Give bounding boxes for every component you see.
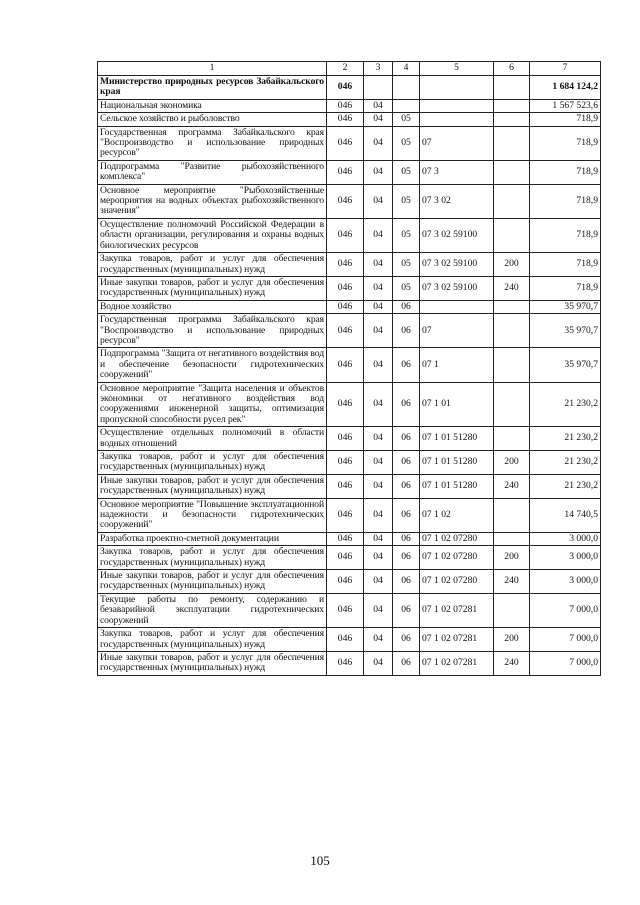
header-cell: 4 bbox=[393, 62, 420, 76]
row-section-code-cell: 04 bbox=[364, 218, 393, 252]
table-row bbox=[98, 348, 601, 382]
row-expense-type-cell: 200 bbox=[494, 253, 530, 277]
row-ministry-code-cell: 046 bbox=[327, 253, 364, 277]
row-expense-type-cell bbox=[494, 593, 530, 627]
row-ministry-code-cell: 046 bbox=[327, 184, 364, 218]
row-amount-cell: 718,9 bbox=[530, 184, 601, 218]
row-section-code-cell: 04 bbox=[364, 276, 393, 300]
row-ministry-code-cell: 046 bbox=[327, 546, 364, 570]
row-section-code-cell: 04 bbox=[364, 314, 393, 348]
row-amount-cell: 14 740,5 bbox=[530, 498, 601, 532]
row-target-article-cell bbox=[420, 300, 494, 313]
row-target-article-cell: 07 1 02 07281 bbox=[420, 593, 494, 627]
row-expense-type-cell bbox=[494, 300, 530, 313]
row-expense-type-cell: 240 bbox=[494, 276, 530, 300]
row-target-article-cell bbox=[420, 76, 494, 100]
row-ministry-code-cell: 046 bbox=[327, 113, 364, 126]
row-expense-type-cell bbox=[494, 126, 530, 160]
row-expense-type-cell: 240 bbox=[494, 474, 530, 498]
row-subsection-code-cell: 06 bbox=[393, 348, 420, 382]
row-ministry-code-cell: 046 bbox=[327, 570, 364, 594]
row-amount-cell: 7 000,0 bbox=[530, 651, 601, 675]
row-expense-type-cell bbox=[494, 498, 530, 532]
row-ministry-code-cell: 046 bbox=[327, 498, 364, 532]
row-expense-type-cell bbox=[494, 218, 530, 252]
row-name-cell: Закупка товаров, работ и услуг для обеспечения государственных (муниципальных) нужд bbox=[98, 451, 327, 475]
row-target-article-cell: 07 1 bbox=[420, 348, 494, 382]
row-target-article-cell: 07 1 02 07280 bbox=[420, 532, 494, 545]
row-name-cell: Закупка товаров, работ и услуг для обеспечения государственных (муниципальных) нужд bbox=[98, 253, 327, 277]
row-amount-cell: 718,9 bbox=[530, 253, 601, 277]
row-target-article-cell bbox=[420, 113, 494, 126]
row-expense-type-cell bbox=[494, 113, 530, 126]
row-expense-type-cell bbox=[494, 382, 530, 427]
row-target-article-cell: 07 1 02 07281 bbox=[420, 651, 494, 675]
row-target-article-cell: 07 1 02 07281 bbox=[420, 628, 494, 652]
row-name-cell: Подпрограмма "Развитие рыбохозяйственного комплекса" bbox=[98, 160, 327, 184]
row-subsection-code-cell: 06 bbox=[393, 474, 420, 498]
row-section-code-cell: 04 bbox=[364, 160, 393, 184]
row-subsection-code-cell: 05 bbox=[393, 276, 420, 300]
row-section-code-cell: 04 bbox=[364, 546, 393, 570]
row-name-cell: Иные закупки товаров, работ и услуг для обеспечения государственных (муниципальных) нужд bbox=[98, 276, 327, 300]
row-amount-cell: 3 000,0 bbox=[530, 570, 601, 594]
table-row bbox=[98, 300, 601, 313]
row-section-code-cell: 04 bbox=[364, 474, 393, 498]
row-section-code-cell: 04 bbox=[364, 348, 393, 382]
row-amount-cell: 718,9 bbox=[530, 276, 601, 300]
row-ministry-code-cell: 046 bbox=[327, 382, 364, 427]
row-name-cell: Иные закупки товаров, работ и услуг для обеспечения государственных (муниципальных) нужд bbox=[98, 651, 327, 675]
table-body bbox=[98, 76, 601, 676]
row-name-cell: Водное хозяйство bbox=[98, 300, 327, 313]
row-expense-type-cell bbox=[494, 76, 530, 100]
row-name-cell: Осуществление полномочий Российской Федерации в области организации, регулирования и охраны водных биологических ресурсов bbox=[98, 218, 327, 252]
row-expense-type-cell: 200 bbox=[494, 628, 530, 652]
row-expense-type-cell bbox=[494, 427, 530, 451]
table-row bbox=[98, 314, 601, 348]
row-target-article-cell: 07 3 02 bbox=[420, 184, 494, 218]
row-subsection-code-cell: 05 bbox=[393, 113, 420, 126]
row-amount-cell: 21 230,2 bbox=[530, 451, 601, 475]
header-cell: 5 bbox=[420, 62, 494, 76]
table-header-row bbox=[98, 62, 601, 76]
row-amount-cell: 35 970,7 bbox=[530, 348, 601, 382]
row-subsection-code-cell: 05 bbox=[393, 184, 420, 218]
row-target-article-cell: 07 1 02 07280 bbox=[420, 570, 494, 594]
row-name-cell: Закупка товаров, работ и услуг для обеспечения государственных (муниципальных) нужд bbox=[98, 628, 327, 652]
table-row bbox=[98, 113, 601, 126]
table-row bbox=[98, 184, 601, 218]
row-target-article-cell: 07 1 02 bbox=[420, 498, 494, 532]
row-section-code-cell: 04 bbox=[364, 628, 393, 652]
row-name-cell: Иные закупки товаров, работ и услуг для обеспечения государственных (муниципальных) нужд bbox=[98, 570, 327, 594]
table-row bbox=[98, 276, 601, 300]
row-ministry-code-cell: 046 bbox=[327, 628, 364, 652]
row-section-code-cell: 04 bbox=[364, 498, 393, 532]
row-target-article-cell: 07 1 01 bbox=[420, 382, 494, 427]
row-amount-cell: 7 000,0 bbox=[530, 628, 601, 652]
row-target-article-cell: 07 bbox=[420, 126, 494, 160]
header-cell: 6 bbox=[494, 62, 530, 76]
row-name-cell: Национальная экономика bbox=[98, 99, 327, 112]
row-target-article-cell: 07 1 01 51280 bbox=[420, 474, 494, 498]
row-subsection-code-cell: 06 bbox=[393, 628, 420, 652]
row-ministry-code-cell: 046 bbox=[327, 99, 364, 112]
row-ministry-code-cell: 046 bbox=[327, 76, 364, 100]
row-section-code-cell: 04 bbox=[364, 253, 393, 277]
row-section-code-cell: 04 bbox=[364, 184, 393, 218]
row-subsection-code-cell bbox=[393, 76, 420, 100]
table-row bbox=[98, 99, 601, 112]
table-row bbox=[98, 427, 601, 451]
row-expense-type-cell bbox=[494, 532, 530, 545]
row-section-code-cell: 04 bbox=[364, 300, 393, 313]
row-expense-type-cell: 240 bbox=[494, 651, 530, 675]
budget-table bbox=[97, 61, 601, 676]
table-row bbox=[98, 451, 601, 475]
row-name-cell: Текущие работы по ремонту, содержанию и безаварийной эксплуатации гидротехнических сооружений bbox=[98, 593, 327, 627]
row-ministry-code-cell: 046 bbox=[327, 474, 364, 498]
row-expense-type-cell: 240 bbox=[494, 570, 530, 594]
row-name-cell: Государственная программа Забайкальского края "Воспроизводство и использование природных ресурсов" bbox=[98, 314, 327, 348]
row-subsection-code-cell: 06 bbox=[393, 570, 420, 594]
row-target-article-cell: 07 3 02 59100 bbox=[420, 276, 494, 300]
row-section-code-cell: 04 bbox=[364, 570, 393, 594]
row-section-code-cell: 04 bbox=[364, 382, 393, 427]
row-section-code-cell: 04 bbox=[364, 126, 393, 160]
row-subsection-code-cell: 05 bbox=[393, 218, 420, 252]
row-name-cell: Разработка проектно-сметной документации bbox=[98, 532, 327, 545]
row-expense-type-cell: 200 bbox=[494, 546, 530, 570]
row-amount-cell: 1 567 523,6 bbox=[530, 99, 601, 112]
row-target-article-cell: 07 3 02 59100 bbox=[420, 218, 494, 252]
table-row bbox=[98, 651, 601, 675]
row-subsection-code-cell: 06 bbox=[393, 498, 420, 532]
row-amount-cell: 718,9 bbox=[530, 160, 601, 184]
row-ministry-code-cell: 046 bbox=[327, 126, 364, 160]
table-row bbox=[98, 628, 601, 652]
table-row bbox=[98, 570, 601, 594]
row-subsection-code-cell: 05 bbox=[393, 253, 420, 277]
table-row bbox=[98, 160, 601, 184]
row-ministry-code-cell: 046 bbox=[327, 427, 364, 451]
row-name-cell: Подпрограмма "Защита от негативного воздействия вод и обеспечение безопасности гидротехнических сооружений" bbox=[98, 348, 327, 382]
row-ministry-code-cell: 046 bbox=[327, 348, 364, 382]
row-amount-cell: 21 230,2 bbox=[530, 474, 601, 498]
row-ministry-code-cell: 046 bbox=[327, 314, 364, 348]
row-amount-cell: 1 684 124,2 bbox=[530, 76, 601, 100]
row-section-code-cell: 04 bbox=[364, 99, 393, 112]
row-name-cell: Министерство природных ресурсов Забайкальского края bbox=[98, 76, 327, 100]
table-row bbox=[98, 126, 601, 160]
row-subsection-code-cell: 05 bbox=[393, 160, 420, 184]
table-row bbox=[98, 474, 601, 498]
row-section-code-cell: 04 bbox=[364, 427, 393, 451]
row-target-article-cell: 07 1 01 51280 bbox=[420, 427, 494, 451]
header-cell: 2 bbox=[327, 62, 364, 76]
row-section-code-cell: 04 bbox=[364, 532, 393, 545]
header-cell: 7 bbox=[530, 62, 601, 76]
header-cell: 1 bbox=[98, 62, 327, 76]
row-subsection-code-cell: 06 bbox=[393, 300, 420, 313]
row-subsection-code-cell: 06 bbox=[393, 546, 420, 570]
table-row bbox=[98, 76, 601, 100]
row-amount-cell: 718,9 bbox=[530, 218, 601, 252]
row-subsection-code-cell: 06 bbox=[393, 382, 420, 427]
table-row bbox=[98, 593, 601, 627]
row-subsection-code-cell: 05 bbox=[393, 126, 420, 160]
row-amount-cell: 3 000,0 bbox=[530, 532, 601, 545]
row-amount-cell: 3 000,0 bbox=[530, 546, 601, 570]
row-ministry-code-cell: 046 bbox=[327, 451, 364, 475]
table-row bbox=[98, 498, 601, 532]
row-ministry-code-cell: 046 bbox=[327, 532, 364, 545]
row-subsection-code-cell bbox=[393, 99, 420, 112]
row-name-cell: Осуществление отдельных полномочий в области водных отношений bbox=[98, 427, 327, 451]
row-ministry-code-cell: 046 bbox=[327, 300, 364, 313]
row-expense-type-cell bbox=[494, 99, 530, 112]
page-number: 105 bbox=[310, 853, 330, 868]
row-amount-cell: 35 970,7 bbox=[530, 314, 601, 348]
row-ministry-code-cell: 046 bbox=[327, 160, 364, 184]
row-ministry-code-cell: 046 bbox=[327, 218, 364, 252]
row-expense-type-cell bbox=[494, 314, 530, 348]
row-amount-cell: 7 000,0 bbox=[530, 593, 601, 627]
row-name-cell: Основное мероприятие "Рыбохозяйственные мероприятия на водных объектах рыбохозяйственного значения" bbox=[98, 184, 327, 218]
table-row bbox=[98, 546, 601, 570]
row-expense-type-cell bbox=[494, 160, 530, 184]
row-section-code-cell bbox=[364, 76, 393, 100]
row-amount-cell: 718,9 bbox=[530, 113, 601, 126]
table-row bbox=[98, 218, 601, 252]
row-name-cell: Сельское хозяйство и рыболовство bbox=[98, 113, 327, 126]
row-target-article-cell: 07 1 02 07280 bbox=[420, 546, 494, 570]
row-expense-type-cell bbox=[494, 348, 530, 382]
row-expense-type-cell bbox=[494, 184, 530, 218]
row-target-article-cell: 07 1 01 51280 bbox=[420, 451, 494, 475]
row-subsection-code-cell: 06 bbox=[393, 427, 420, 451]
row-target-article-cell: 07 bbox=[420, 314, 494, 348]
row-subsection-code-cell: 06 bbox=[393, 451, 420, 475]
table-row bbox=[98, 382, 601, 427]
row-expense-type-cell: 200 bbox=[494, 451, 530, 475]
row-section-code-cell: 04 bbox=[364, 451, 393, 475]
row-name-cell: Закупка товаров, работ и услуг для обеспечения государственных (муниципальных) нужд bbox=[98, 546, 327, 570]
row-ministry-code-cell: 046 bbox=[327, 276, 364, 300]
row-section-code-cell: 04 bbox=[364, 593, 393, 627]
row-ministry-code-cell: 046 bbox=[327, 651, 364, 675]
row-name-cell: Государственная программа Забайкальского края "Воспроизводство и использование природных ресурсов" bbox=[98, 126, 327, 160]
row-target-article-cell: 07 3 bbox=[420, 160, 494, 184]
row-amount-cell: 21 230,2 bbox=[530, 382, 601, 427]
row-amount-cell: 21 230,2 bbox=[530, 427, 601, 451]
row-amount-cell: 35 970,7 bbox=[530, 300, 601, 313]
table-row bbox=[98, 532, 601, 545]
row-amount-cell: 718,9 bbox=[530, 126, 601, 160]
row-name-cell: Основное мероприятие "Защита населения и объектов экономики от негативного воздействия вод сооружениями инженерной защиты, оптимизация пропускной способности русел рек" bbox=[98, 382, 327, 427]
table-row bbox=[98, 253, 601, 277]
row-subsection-code-cell: 06 bbox=[393, 314, 420, 348]
row-ministry-code-cell: 046 bbox=[327, 593, 364, 627]
header-cell: 3 bbox=[364, 62, 393, 76]
row-section-code-cell: 04 bbox=[364, 113, 393, 126]
row-section-code-cell: 04 bbox=[364, 651, 393, 675]
row-subsection-code-cell: 06 bbox=[393, 651, 420, 675]
row-name-cell: Иные закупки товаров, работ и услуг для обеспечения государственных (муниципальных) нужд bbox=[98, 474, 327, 498]
row-subsection-code-cell: 06 bbox=[393, 532, 420, 545]
row-name-cell: Основное мероприятие "Повышение эксплуатационной надежности и безопасности гидротехнических сооружений" bbox=[98, 498, 327, 532]
row-target-article-cell: 07 3 02 59100 bbox=[420, 253, 494, 277]
row-subsection-code-cell: 06 bbox=[393, 593, 420, 627]
row-target-article-cell bbox=[420, 99, 494, 112]
